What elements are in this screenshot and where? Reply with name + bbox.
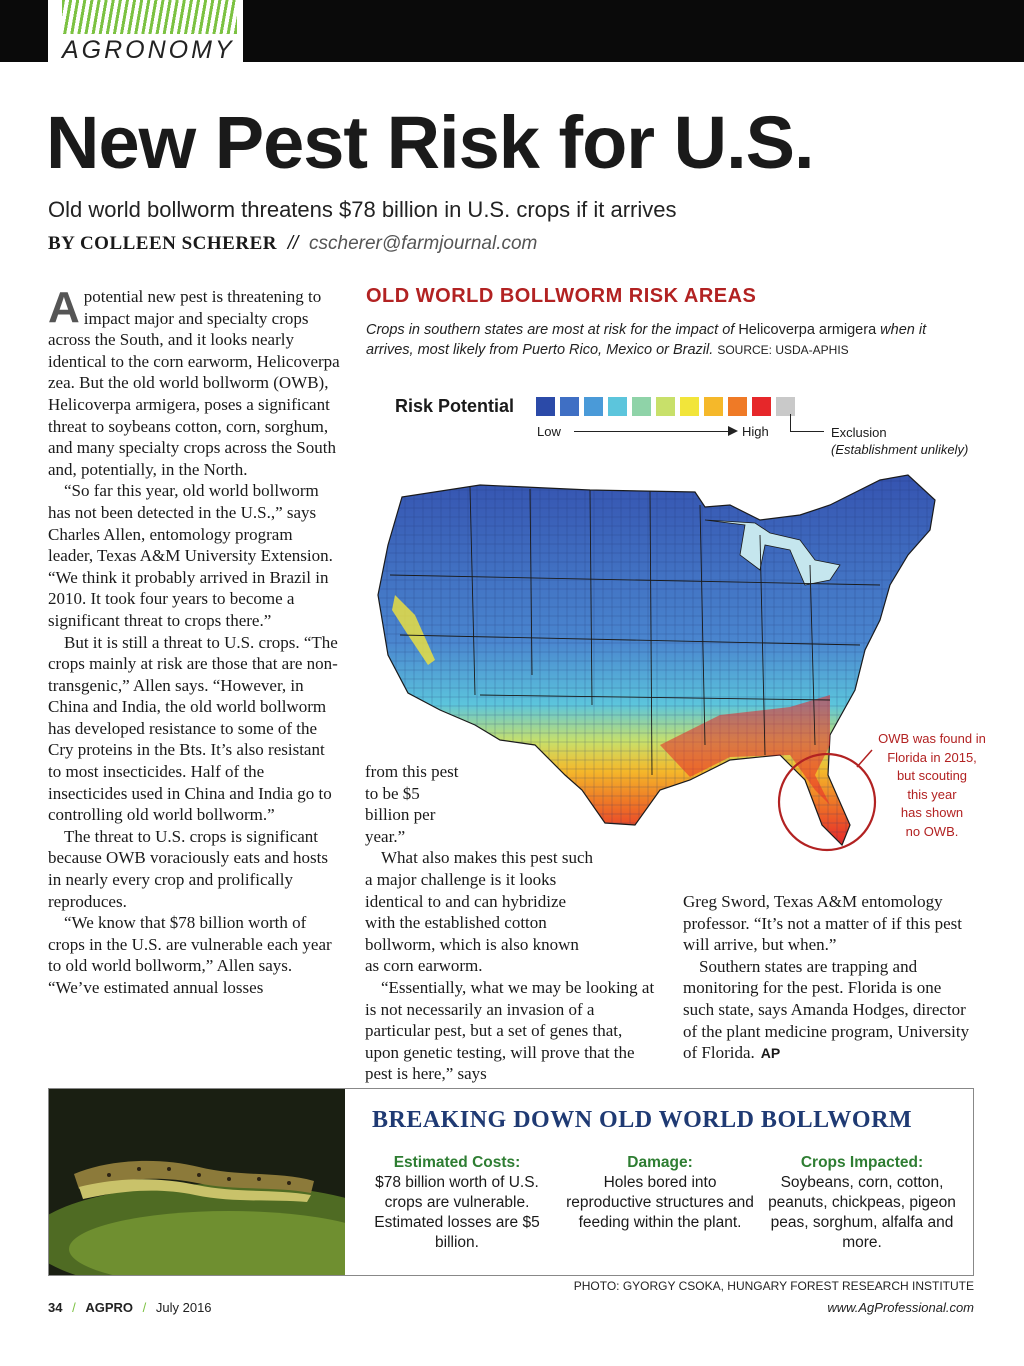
article-column-2: [365, 761, 655, 1085]
byline-separator: //: [287, 233, 299, 254]
legend-swatch: [656, 397, 675, 416]
article-column-1: [48, 283, 340, 999]
map-callout: OWB was found in Florida in 2015, but scouting this year has shown no OWB.: [878, 731, 986, 839]
legend-swatch: [608, 397, 627, 416]
legend-swatch: [728, 397, 747, 416]
byline-author: BY COLLEEN SCHERER: [48, 233, 277, 254]
page-footer-left: 34 / AGPRO / July 2016: [48, 1300, 212, 1315]
sidebar-col-crops: [767, 1153, 957, 1253]
article-paragraph: The threat to U.S. crops is significant because OWB voraciously eats and hosts in nearly every crop and prolifically reproduces.: [48, 826, 328, 911]
article-column-3: [683, 891, 975, 1065]
article-paragraph: What also makes this pest such a major challenge is it looks identical to and can hybridize with the established cotton bollworm, which is also known as corn earworm.: [365, 848, 593, 976]
sidebar-text: Holes bored into reproductive structures and feeding within the plant.: [566, 1174, 754, 1231]
article-paragraph: “Essentially, what we may be looking at is not necessarily an invasion of a particular pest, but a set of genes that, upon genetic testing, will prove that the pest is here,” says: [365, 977, 655, 1084]
legend-low: Low: [537, 424, 561, 439]
legend-arrowhead: [728, 426, 738, 436]
legend-swatch: [536, 397, 555, 416]
article-paragraph: Southern states are trapping and monitoring for the pest. Florida is one such state, says Amanda Hodges, director of the plant medicine program, University of Florida. AP: [683, 956, 970, 1063]
headline: New Pest Risk for U.S.: [46, 101, 814, 184]
sidebar-col-damage: [565, 1153, 755, 1233]
sidebar-heading: Crops Impacted:: [800, 1154, 924, 1171]
issue-date: July 2016: [155, 1300, 212, 1315]
article-paragraph: “So far this year, old world bollworm has not been detected in the U.S.,” says Charles Allen, entomology program leader, Texas A&M University Extension. “We think it probably arrived in Brazil in 2010. It took four years to become a significant threat to crops there.”: [48, 481, 333, 630]
legend-swatch-exclusion: [776, 397, 795, 416]
end-mark: AP: [760, 1045, 781, 1062]
sidebar-heading: Estimated Costs:: [393, 1154, 521, 1171]
sidebar-text: $78 billion worth of U.S. crops are vulnerable. Estimated losses are $5 billion.: [374, 1174, 540, 1251]
sidebar-text: Soybeans, corn, cotton, peanuts, chickpeas, pigeon peas, sorghum, alfalfa and more.: [768, 1174, 956, 1251]
legend-swatch: [704, 397, 723, 416]
legend-exclusion-line: [790, 414, 791, 432]
dropcap: A: [48, 283, 80, 332]
sidebar-box: [48, 1088, 974, 1276]
article-paragraph: Apotential new pest is threatening to impact major and specialty crops across the South, and it looks nearly identical to the corn earworm, Helicoverpa zea. But the old world bollworm (OWB), Helicoverpa armigera, poses a significant threat to soybeans cotton, corn, sorghum, and many specialty crops across the South and, potentially, in the North.: [48, 283, 340, 479]
map-caption: Crops in southern states are most at risk for the impact of Helicoverpa armigera when it arrives, most likely from Puerto Rico, Mexico or Brazil. SOURCE: USDA-APHIS: [366, 322, 927, 358]
deck: Old world bollworm threatens $78 billion in U.S. crops if it arrives: [48, 197, 677, 222]
legend-swatch: [752, 397, 771, 416]
legend-swatch: [632, 397, 651, 416]
section-stripes: [62, 0, 237, 34]
article-paragraph: But it is still a threat to U.S. crops. “The crops mainly at risk are those that are non-transgenic,” Allen says. “However, in China and India, the old world bollworm has developed resistance to some of the Cry proteins in the Bts. It’s also resistant to most insecticides. Half of the insecticides used in China and India go to controlling old world bollworm.”: [48, 632, 338, 825]
article-paragraph: from this pest to be $5 billion per year.”: [365, 762, 459, 846]
sidebar-title: BREAKING DOWN OLD WORLD BOLLWORM: [372, 1107, 913, 1133]
legend-title: Risk Potential: [395, 396, 515, 416]
caterpillar-photo: [49, 1089, 345, 1275]
article-paragraph: “We know that $78 billion worth of crops in the U.S. are vulnerable each year to old world bollworm,” Allen says. “We’ve estimated annual losses: [48, 913, 332, 997]
legend-swatches: [536, 397, 795, 416]
article-paragraph: Greg Sword, Texas A&M entomology professor. “It’s not a matter of if this pest will arrive, but when.”: [683, 892, 963, 955]
map-title: OLD WORLD BOLLWORM RISK AREAS: [366, 285, 757, 307]
legend-arrow: [574, 431, 730, 432]
sidebar-heading: Damage:: [627, 1154, 693, 1171]
byline-email[interactable]: cscherer@farmjournal.com: [309, 233, 538, 254]
legend-swatch: [680, 397, 699, 416]
sidebar-col-costs: [362, 1153, 552, 1253]
section-label: AGRONOMY: [62, 36, 235, 64]
footer-url[interactable]: www.AgProfessional.com: [827, 1300, 974, 1315]
legend-high: High: [742, 424, 769, 439]
page-number: 34: [48, 1300, 63, 1315]
magazine-name: AGPRO: [85, 1300, 134, 1315]
legend-exclusion-line: [790, 431, 824, 432]
legend-swatch: [584, 397, 603, 416]
legend-exclusion: Exclusion (Establishment unlikely): [831, 425, 969, 457]
photo-credit: PHOTO: GYORGY CSOKA, HUNGARY FOREST RESEARCH INSTITUTE: [573, 1279, 974, 1293]
legend-swatch: [560, 397, 579, 416]
byline: [48, 233, 537, 255]
